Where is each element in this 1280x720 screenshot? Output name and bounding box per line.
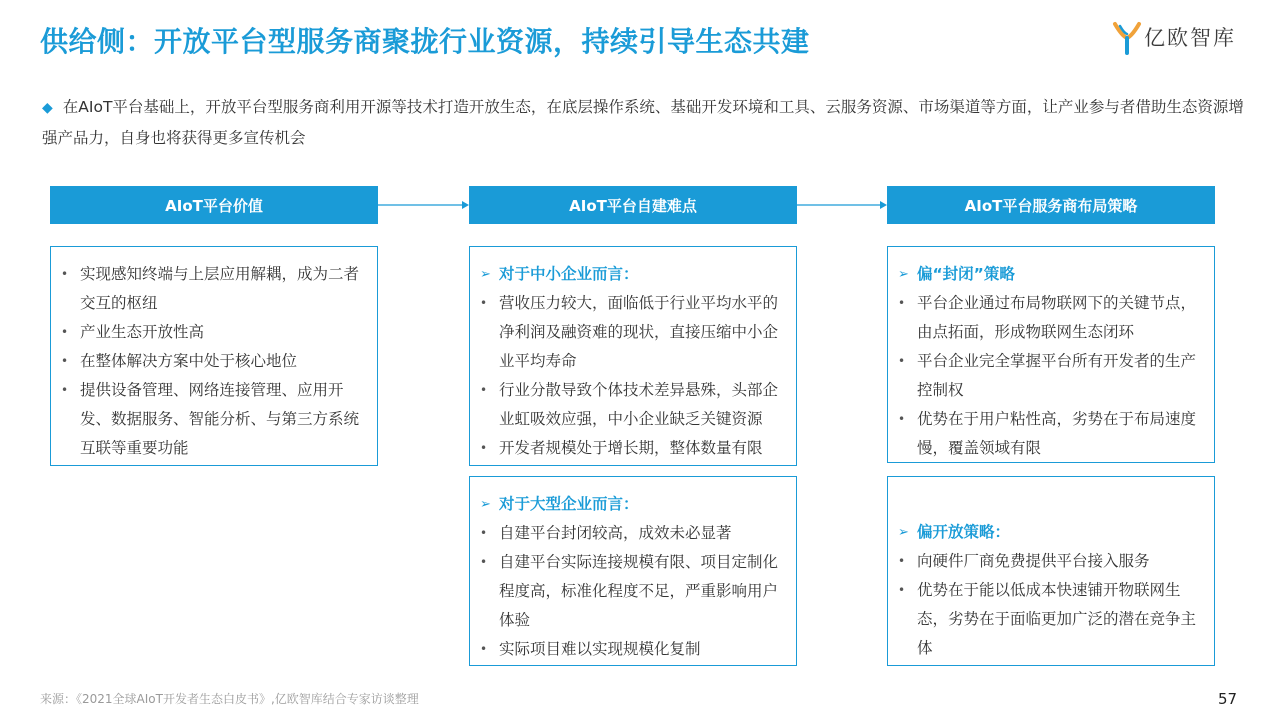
bullet-icon: • [480, 526, 488, 540]
sme-heading: ➢ 对于中小企业而言： [480, 260, 786, 289]
arrow-right-icon [797, 199, 887, 211]
list-item: • 在整体解决方案中处于核心地位 [61, 347, 367, 376]
header-provider-strategy: AIoT平台服务商布局策略 [887, 186, 1215, 224]
page-title: 供给侧：开放平台型服务商聚拢行业资源，持续引导生态共建 [40, 25, 810, 58]
bullet-icon: • [61, 354, 69, 368]
chevron-right-icon: ➢ [898, 525, 909, 540]
sme-difficulty-box [469, 246, 797, 466]
bullet-icon: • [480, 642, 488, 656]
intro-paragraph [42, 92, 1257, 153]
bullet-icon: • [61, 267, 69, 281]
bullet-icon: • [61, 383, 69, 397]
intro-text: 在AIoT平台基础上，开放平台型服务商利用开源等技术打造开放生态，在底层操作系统、基础开发环境和工具、云服务资源、市场渠道等方面，让产业参与者借助生态资源增强产品力，自身也将获得更多宣传机会 [42, 98, 1244, 147]
bullet-icon: • [898, 554, 906, 568]
list-item: • 提供设备管理、网络连接管理、应用开发、数据服务、智能分析、与第三方系统互联等重要功能 [61, 376, 367, 463]
list-item: • 平台企业完全掌握平台所有开发者的生产控制权 [898, 347, 1204, 405]
header-platform-value: AIoT平台价值 [50, 186, 378, 224]
open-strategy-box [887, 476, 1215, 666]
arrow-right-icon [378, 199, 469, 211]
bullet-icon: • [898, 583, 906, 597]
large-difficulty-box [469, 476, 797, 666]
list-item: • 实际项目难以实现规模化复制 [480, 635, 786, 664]
bullet-icon: • [898, 296, 906, 310]
large-heading: ➢ 对于大型企业而言： [480, 490, 786, 519]
list-item: • 行业分散导致个体技术差异悬殊，头部企业虹吸效应强，中小企业缺乏关键资源 [480, 376, 786, 434]
platform-value-box [50, 246, 378, 466]
bullet-icon: • [480, 383, 488, 397]
list-item: • 向硬件厂商免费提供平台接入服务 [898, 547, 1204, 576]
bullet-icon: • [898, 412, 906, 426]
list-item: • 平台企业通过布局物联网下的关键节点，由点拓面，形成物联网生态闭环 [898, 289, 1204, 347]
logo-text: 亿欧智库 [1144, 26, 1236, 50]
page-number: 57 [1218, 690, 1238, 708]
list-item: • 产业生态开放性高 [61, 318, 367, 347]
bullet-icon: • [898, 354, 906, 368]
list-item: • 优势在于用户粘性高，劣势在于布局速度慢，覆盖领域有限 [898, 405, 1204, 463]
list-item: • 开发者规模处于增长期，整体数量有限 [480, 434, 786, 463]
brand-logo [1112, 18, 1252, 58]
chevron-right-icon: ➢ [480, 497, 491, 512]
bullet-icon: • [480, 555, 488, 569]
header-build-difficulty: AIoT平台自建难点 [469, 186, 797, 224]
logo-mark-icon [1112, 20, 1142, 56]
list-item: • 自建平台封闭较高，成效未必显著 [480, 519, 786, 548]
chevron-right-icon: ➢ [898, 267, 909, 282]
open-heading: ➢ 偏开放策略： [898, 518, 1204, 547]
diamond-bullet-icon: ◆ [42, 100, 53, 116]
bullet-icon: • [61, 325, 69, 339]
bullet-icon: • [480, 296, 488, 310]
list-item: • 自建平台实际连接规模有限、项目定制化程度高，标准化程度不足，严重影响用户体验 [480, 548, 786, 635]
chevron-right-icon: ➢ [480, 267, 491, 282]
closed-strategy-box [887, 246, 1215, 463]
source-footnote: 来源：《2021全球AIoT开发者生态白皮书》,亿欧智库结合专家访谈整理 [40, 692, 419, 706]
bullet-icon: • [480, 441, 488, 455]
list-item: • 优势在于能以低成本快速铺开物联网生态，劣势在于面临更加广泛的潜在竞争主体 [898, 576, 1204, 663]
list-item: • 实现感知终端与上层应用解耦，成为二者交互的枢纽 [61, 260, 367, 318]
closed-heading: ➢ 偏“封闭”策略 [898, 260, 1204, 289]
list-item: • 营收压力较大，面临低于行业平均水平的净利润及融资难的现状，直接压缩中小企业平均寿命 [480, 289, 786, 376]
